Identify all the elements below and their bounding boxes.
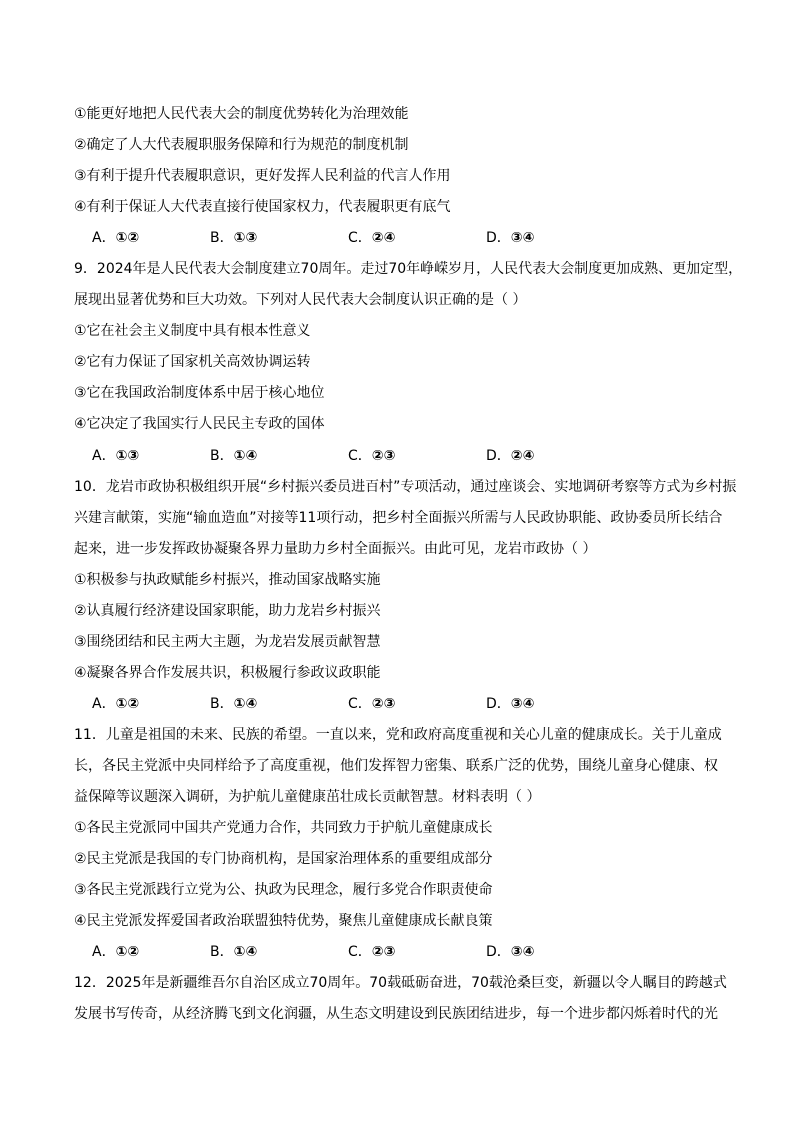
q11-choice-d: D．③④: [486, 944, 535, 960]
q10-stem-line-1: 10．龙岩市政协积极组织开展“乡村振兴委员进百村”专项活动，通过座谈会、实地调研考察等方式为乡村振: [74, 479, 737, 495]
q11-option-4: ④民主党派发挥爱国者政治联盟独特优势，聚焦儿童健康成长献良策: [74, 913, 493, 929]
q9-choice-a: A．①③: [92, 448, 140, 464]
q9-option-2: ②它有力保证了国家机关高效协调运转: [74, 354, 311, 370]
q9-option-1: ①它在社会主义制度中具有根本性意义: [74, 323, 311, 339]
q9-choice-c: C．②③: [348, 448, 396, 464]
q11-stem-line-3: 益保障等议题深入调研，为护航儿童健康茁壮成长贡献智慧。材料表明（ ）: [74, 789, 541, 805]
q12-stem-line-2: 发展书写传奇，从经济腾飞到文化润疆，从生态文明建设到民族团结进步，每一个进步都闪烁着时代的光: [74, 1006, 718, 1022]
q10-option-4: ④凝聚各界合作发展共识，积极履行参政议政职能: [74, 665, 381, 681]
q9-stem-line-1: 9．2024年是人民代表大会制度建立70周年。走过70年峥嵘岁月，人民代表大会制度更加成熟、更加定型，: [74, 261, 743, 277]
q11-option-3: ③各民主党派践行立党为公、执政为民理念，履行多党合作职责使命: [74, 882, 493, 898]
q11-stem-line-1: 11．儿童是祖国的未来、民族的希望。一直以来，党和政府高度重视和关心儿童的健康成长。关于儿童成: [74, 727, 722, 743]
q8-option-3: ③有利于提升代表履职意识，更好发挥人民利益的代言人作用: [74, 168, 451, 184]
q10-stem-line-2: 兴建言献策，实施“输血造血”对接等11项行动，把乡村全面振兴所需与人民政协职能、政协委员所长结合: [74, 510, 723, 526]
q10-stem-line-3: 起来，进一步发挥政协凝聚各界力量助力乡村全面振兴。由此可见，龙岩市政协（ ）: [74, 541, 597, 557]
q10-choice-b: B．①④: [210, 696, 258, 712]
q10-choice-c: C．②③: [348, 696, 396, 712]
q11-option-1: ①各民主党派同中国共产党通力合作，共同致力于护航儿童健康成长: [74, 820, 493, 836]
q11-choices: [92, 942, 592, 962]
q11-option-2: ②民主党派是我国的专门协商机构，是国家治理体系的重要组成部分: [74, 851, 493, 867]
q10-choice-d: D．③④: [486, 696, 535, 712]
q9-choice-b: B．①④: [210, 448, 258, 464]
q8-choice-d: D．③④: [486, 230, 535, 246]
q12-stem-line-1: 12．2025年是新疆维吾尔自治区成立70周年。70载砥砺奋进，70载沧桑巨变，新疆以令人瞩目的跨越式: [74, 975, 727, 991]
q10-option-1: ①积极参与执政赋能乡村振兴，推动国家战略实施: [74, 572, 381, 588]
q9-option-4: ④它决定了我国实行人民民主专政的国体: [74, 416, 325, 432]
q8-choice-b: B．①③: [210, 230, 258, 246]
q11-choice-b: B．①④: [210, 944, 258, 960]
q11-stem-line-2: 长，各民主党派中央同样给予了高度重视，他们发挥智力密集、联系广泛的优势，围绕儿童身心健康、权: [74, 758, 718, 774]
q8-option-1: ①能更好地把人民代表大会的制度优势转化为治理效能: [74, 106, 409, 122]
q8-option-2: ②确定了人大代表履职服务保障和行为规范的制度机制: [74, 137, 409, 153]
q9-option-3: ③它在我国政治制度体系中居于核心地位: [74, 385, 325, 401]
q8-choice-c: C．②④: [348, 230, 396, 246]
q10-option-3: ③围绕团结和民主两大主题，为龙岩发展贡献智慧: [74, 634, 381, 650]
q11-choice-a: A．①②: [92, 944, 140, 960]
q9-stem-line-2: 展现出显著优势和巨大功效。下列对人民代表大会制度认识正确的是（ ）: [74, 292, 527, 308]
q8-choice-a: A．①②: [92, 230, 140, 246]
q10-option-2: ②认真履行经济建设国家职能，助力龙岩乡村振兴: [74, 603, 381, 619]
q8-choices: [92, 228, 592, 248]
q10-choice-a: A．①②: [92, 696, 140, 712]
q9-choices: [92, 446, 592, 466]
q10-choices: [92, 694, 592, 714]
q8-option-4: ④有利于保证人大代表直接行使国家权力，代表履职更有底气: [74, 199, 451, 215]
q11-choice-c: C．②③: [348, 944, 396, 960]
q9-choice-d: D．②④: [486, 448, 535, 464]
